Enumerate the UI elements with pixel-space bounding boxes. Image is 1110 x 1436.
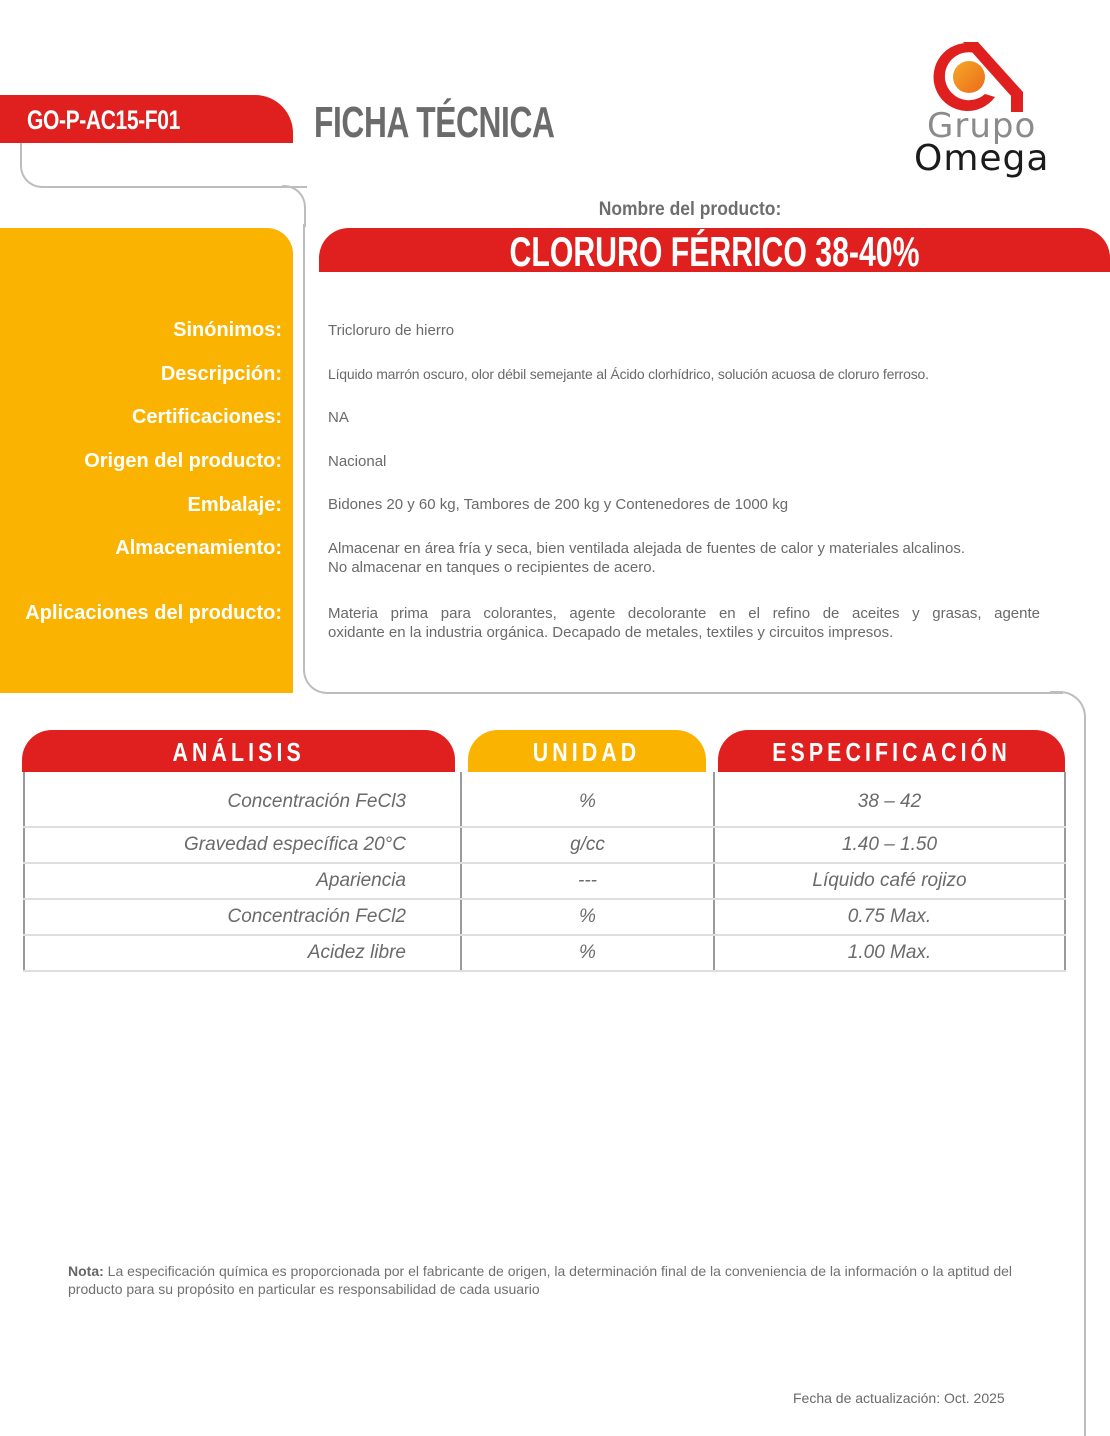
cell-unidad: % [461, 772, 714, 827]
label-almacenamiento: Almacenamiento: [115, 537, 282, 559]
table-row [24, 772, 1065, 827]
value-descripcion: Líquido marrón oscuro, olor débil semejante al Ácido clorhídrico, solución acuosa de cloruro ferroso. [328, 366, 929, 382]
value-almacenamiento-line2: No almacenar en tanques o recipientes de acero. [328, 559, 656, 576]
label-sinonimos: Sinónimos: [173, 319, 282, 341]
label-aplicaciones: Aplicaciones del producto: [25, 602, 282, 624]
column-header-analisis [22, 730, 455, 772]
disclaimer-note [68, 1262, 1038, 1298]
column-header-unidad [468, 730, 706, 772]
column-header-label: ESPECIFICACIÓN [772, 737, 1011, 767]
table-row [24, 863, 1065, 899]
cell-especificacion: 38 – 42 [714, 772, 1065, 827]
note-label: Nota: [68, 1263, 104, 1279]
table-row [24, 935, 1065, 971]
divider-line [1050, 691, 1086, 733]
cell-especificacion: 0.75 Max. [714, 899, 1065, 935]
product-name: CLORURO FÉRRICO 38-40% [509, 228, 920, 275]
label-certificaciones: Certificaciones: [131, 406, 282, 428]
label-embalaje: Embalaje: [187, 494, 282, 516]
label-origen: Origen del producto: [84, 450, 282, 472]
cell-unidad: % [461, 935, 714, 971]
value-aplicaciones-line1: Materia prima para colorantes, agente decolorante en el refino de aceites y grasas, agente [328, 605, 1040, 622]
cell-unidad: g/cc [461, 827, 714, 863]
logo-text-grupo: Grupo [927, 106, 1037, 146]
cell-analisis: Concentración FeCl2 [24, 899, 461, 935]
note-text: La especificación química es proporcionada por el fabricante de origen, la determinación final de la conveniencia de la información o la aptitud del producto para su propósito en particular es responsabilidad de cada usuario [68, 1263, 1013, 1297]
divider-line [303, 668, 1063, 694]
table-row [24, 899, 1065, 935]
cell-especificacion: 1.40 – 1.50 [714, 827, 1065, 863]
cell-especificacion: 1.00 Max. [714, 935, 1065, 971]
divider-line [1084, 730, 1086, 1436]
value-embalaje: Bidones 20 y 60 kg, Tambores de 200 kg y Contenedores de 1000 kg [328, 496, 789, 513]
value-certificaciones: NA [328, 409, 349, 426]
table-row [24, 827, 1065, 863]
divider-line [303, 224, 305, 669]
logo-text-omega: Omega [914, 138, 1050, 179]
label-descripcion: Descripción: [160, 363, 282, 385]
cell-unidad: % [461, 899, 714, 935]
product-name-label: Nombre del producto: [598, 199, 782, 220]
value-sinonimos: Tricloruro de hierro [328, 322, 455, 339]
cell-analisis: Acidez libre [24, 935, 461, 971]
cell-analisis: Apariencia [24, 863, 461, 899]
column-header-especificacion [718, 730, 1065, 772]
cell-especificacion: Líquido café rojizo [714, 863, 1065, 899]
column-header-label: UNIDAD [533, 737, 641, 767]
divider-line [282, 185, 306, 227]
specification-table [23, 772, 1066, 972]
cell-analisis: Gravedad específica 20°C [24, 827, 461, 863]
page-title: FICHA TÉCNICA [314, 98, 555, 147]
document-code: GO-P-AC15-F01 [27, 105, 180, 135]
cell-analisis: Concentración FeCl3 [24, 772, 461, 827]
column-header-label: ANÁLISIS [172, 737, 305, 767]
value-almacenamiento-line1: Almacenar en área fría y seca, bien ventilada alejada de fuentes de calor y materiales alcalinos. [328, 540, 966, 557]
value-origen: Nacional [328, 453, 387, 470]
cell-unidad: --- [461, 863, 714, 899]
update-date: Fecha de actualización: Oct. 2025 [793, 1390, 1005, 1406]
value-aplicaciones-line2: oxidante en la industria orgánica. Decapado de metales, textiles y circuitos impresos. [328, 624, 894, 641]
divider-line [20, 143, 307, 188]
